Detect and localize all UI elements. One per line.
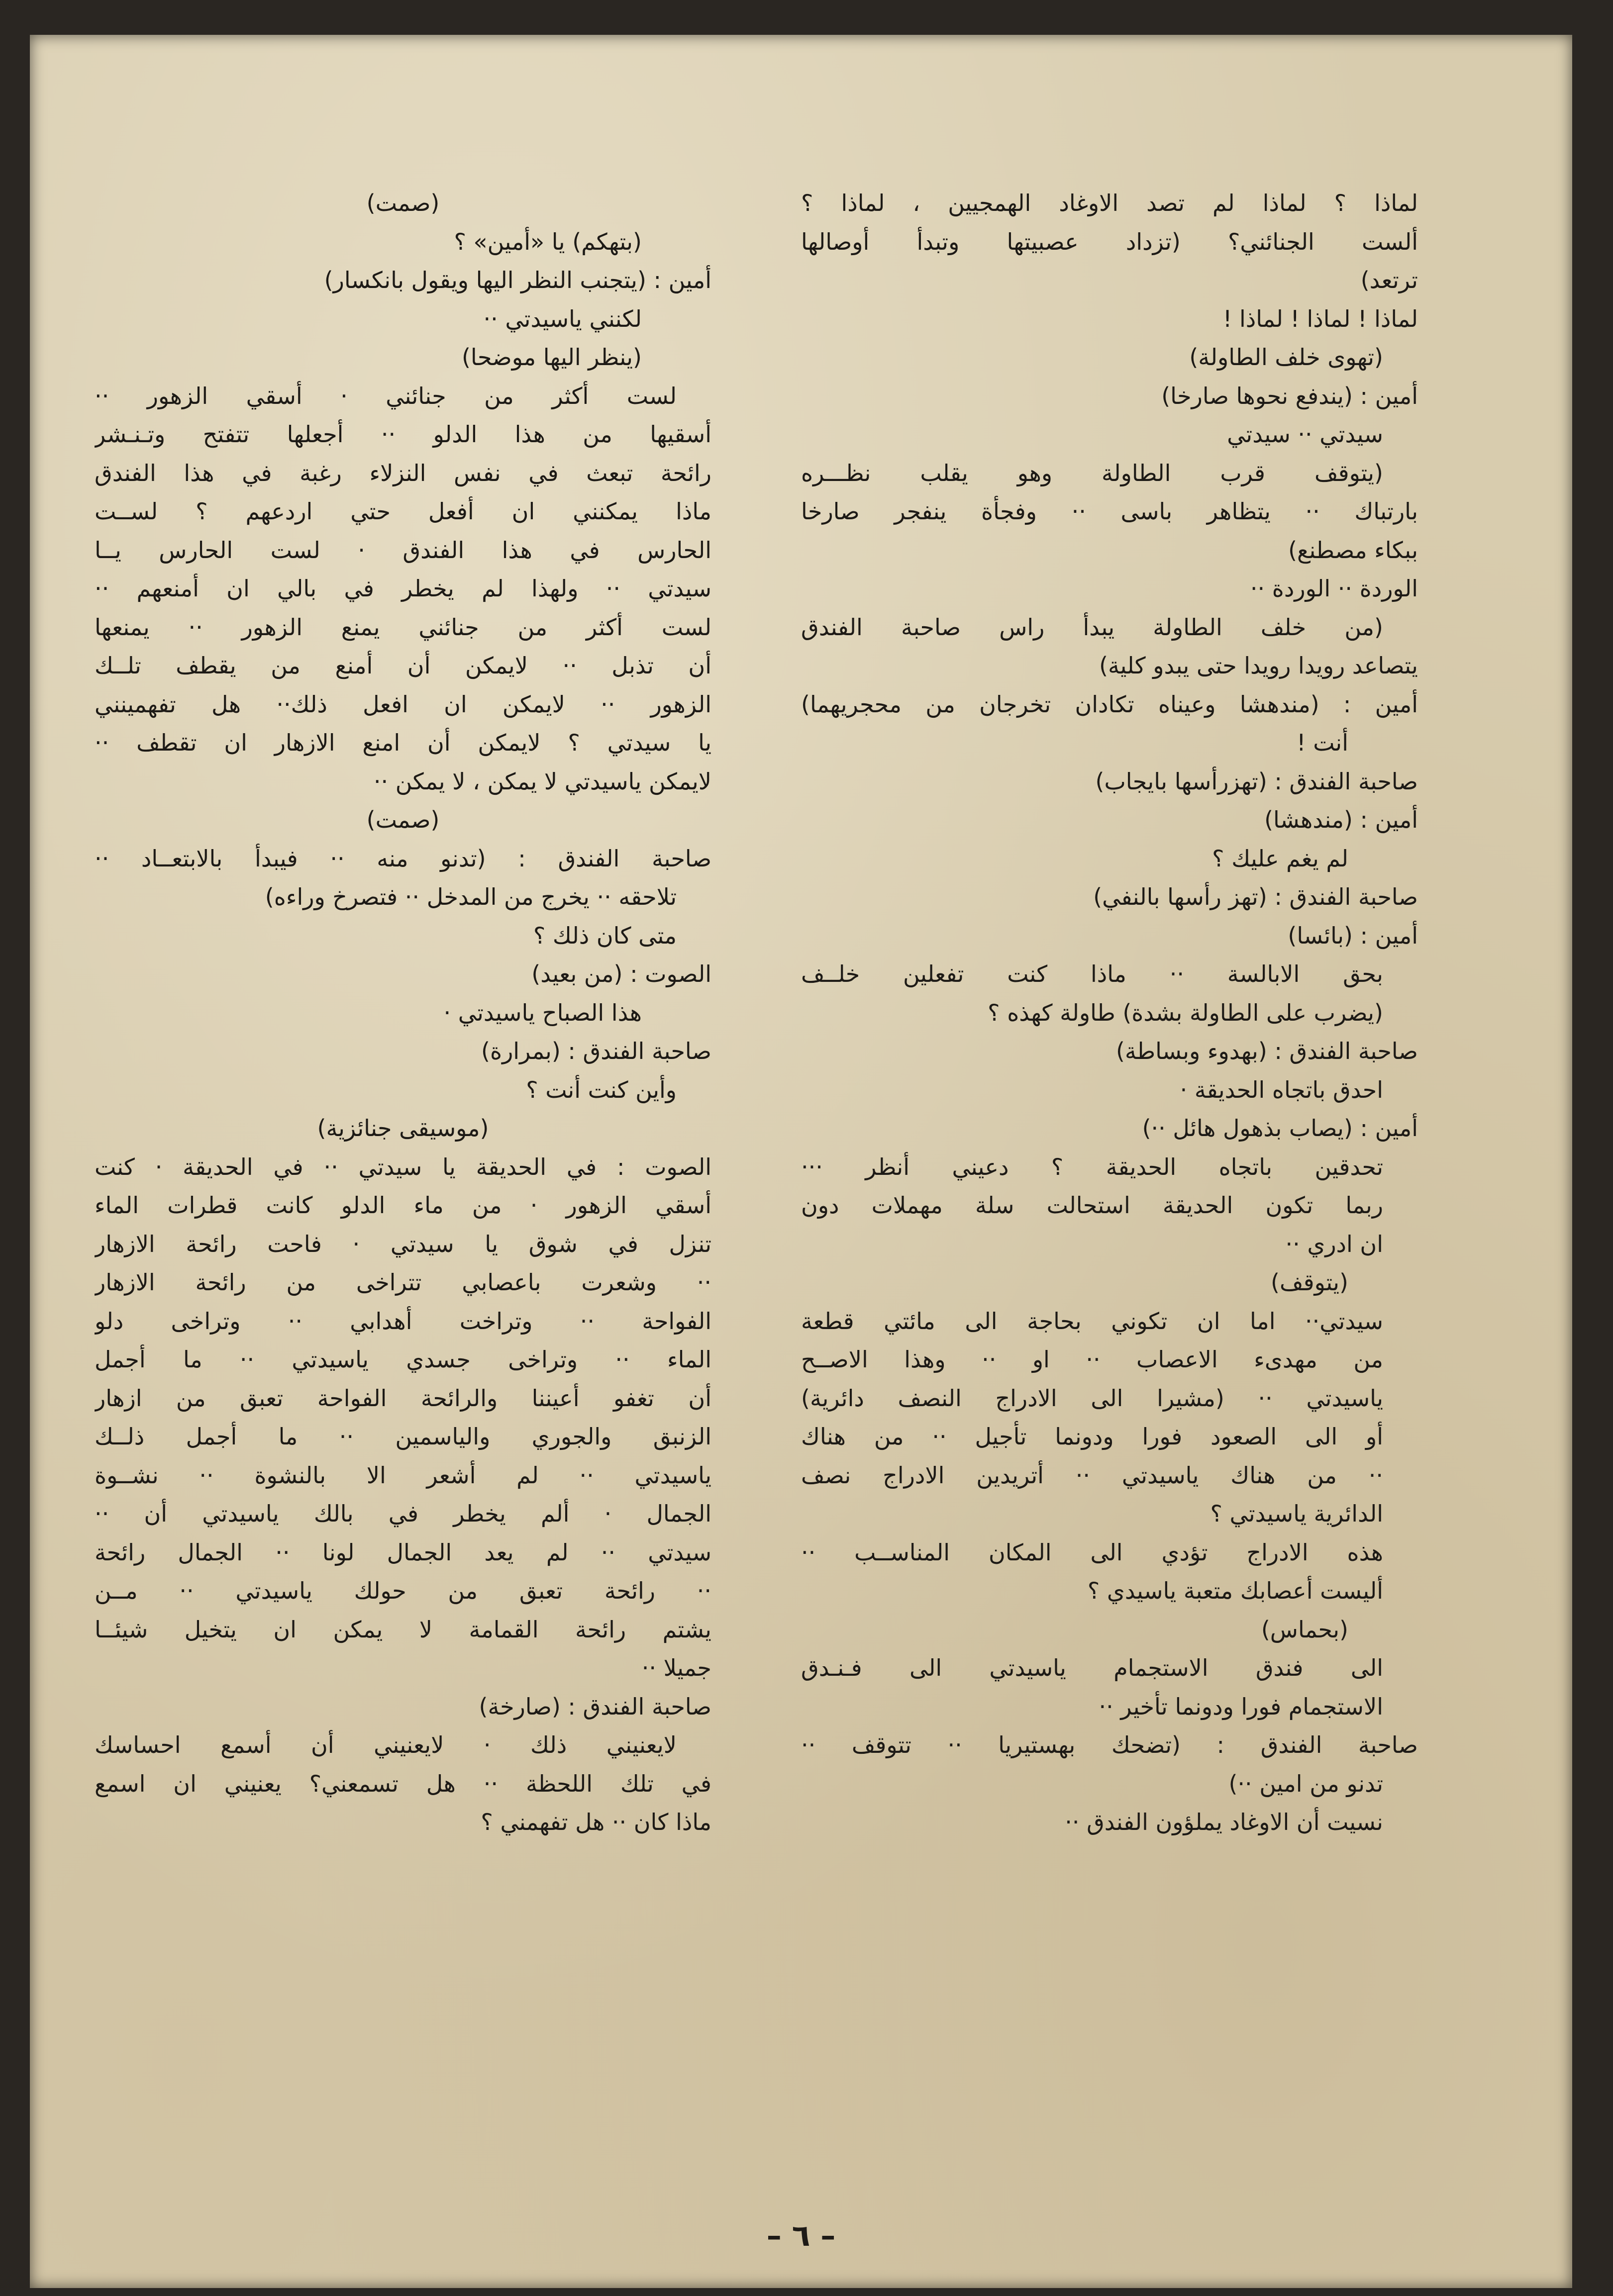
left-column-line: أن تغفو أعيننا والرائحة الفواحة تعبق من ازهار (95, 1384, 711, 1412)
right-column-line: أنت ! (1297, 729, 1348, 756)
right-column-line: هذه الادراج تؤدي الى المكان المناســب ·· (801, 1538, 1383, 1566)
right-column-line: لماذا ! لماذا ! لماذا ! (1222, 305, 1418, 332)
right-column-line: أليست أعصابك متعبة ياسيدي ؟ (1087, 1577, 1383, 1604)
right-column-line: لماذا ؟ لماذا لم تصد الاوغاد الهمجيين ، لماذا ؟ (801, 190, 1418, 216)
left-column-line: الزهور ·· لايمكن ان افعل ذلك·· هل تفهمينني (95, 690, 711, 718)
right-column-line: ببكاء مصطنع) (1288, 536, 1418, 564)
right-column-line: صاحبة الفندق : (تهزرأسها بايجاب) (1095, 767, 1418, 795)
right-column-line: (يتوقف قرب الطاولة وهو يقلب نظـــره (801, 459, 1383, 486)
left-column-line: سيدتي ·· لم يعد الجمال لونا ·· الجمال رائحة (95, 1538, 711, 1566)
right-column-line: لم يغم عليك ؟ (1212, 845, 1348, 872)
right-column-line: ياسيدتي ·· (مشيرا الى الادراج النصف دائرية) (801, 1384, 1383, 1412)
left-column-line: في تلك اللحظة ·· هل تسمعني؟ يعنيني ان اسمع (95, 1770, 711, 1797)
right-column-line: ان ادري ·· (1285, 1230, 1383, 1257)
left-column-line: أمين : (يتجنب النظر اليها ويقول بانكسار) (324, 267, 711, 293)
left-column-line: ·· رائحة تعبق من حولك ياسيدتي ·· مــن (95, 1577, 711, 1604)
left-column-line: أسقي الزهور · من ماء الدلو كانت قطرات الماء (95, 1192, 711, 1219)
right-column-line: صاحبة الفندق : (تهز رأسها بالنفي) (1093, 883, 1418, 910)
left-column-line: الجمال · ألم يخطر في بالك ياسيدتي أن ·· (95, 1500, 711, 1527)
left-column-line: أن تذبل ·· لايمكن أن أمنع من يقطف تلــك (95, 652, 711, 679)
left-column-line: صاحبة الفندق : (بمرارة) (481, 1038, 711, 1064)
left-column-line: لست أكثر من جنائني · أسقي الزهور ·· (95, 382, 677, 409)
left-column-line: جميلا ·· (641, 1654, 711, 1681)
right-column-line: أمين : (يصاب بذهول هائل ··) (1142, 1115, 1418, 1142)
right-column-line: ترتعد) (1360, 267, 1418, 293)
left-column (95, 184, 711, 1842)
left-column-line: يشتم رائحة القمامة لا يمكن ان يتخيل شيئــا (95, 1616, 711, 1643)
right-column-line: الاستجمام فورا ودونما تأخير ·· (1099, 1693, 1383, 1720)
page-number: – ٦ – (766, 2218, 836, 2253)
left-column-line: (موسيقى جنائزية) (317, 1115, 489, 1142)
right-column-line: (بحماس) (1261, 1616, 1348, 1643)
right-column-line: أمين : (مندهشا وعيناه تكادان تخرجان من محجريهما) (801, 690, 1418, 718)
right-column-line: أو الى الصعود فورا ودونما تأجيل ·· من هناك (801, 1423, 1383, 1450)
right-column-line: نسيت أن الاوغاد يملؤون الفندق ·· (1065, 1809, 1383, 1835)
left-column-line: تلاحقه ·· يخرج من المدخل ·· فتصرخ وراءه) (265, 883, 677, 910)
right-column-line: الدائرية ياسيدتي ؟ (1210, 1500, 1383, 1527)
left-column-line: (بتهكم) يا «أمين» ؟ (454, 228, 642, 255)
right-column-line: بحق الابالسة ·· ماذا كنت تفعلين خلــف (801, 960, 1383, 987)
left-column-line: ماذا يمكنني ان أفعل حتي اردعهم ؟ لســت (95, 498, 711, 525)
left-column-line: (صمت) (366, 190, 440, 216)
right-column-line: صاحبة الفندق : (بهدوء وبساطة) (1115, 1038, 1418, 1064)
left-column-line: الحارس في هذا الفندق · لست الحارس يــا (95, 536, 711, 564)
right-column-line: الوردة ·· الوردة ·· (1250, 575, 1418, 602)
right-column-line: أمين : (يندفع نحوها صارخا) (1161, 382, 1418, 409)
left-column-line: لايمكن ياسيدتي لا يمكن ، لا يمكن ·· (373, 767, 711, 795)
left-column-line: الفواحة ·· وتراخت أهدابي ·· وتراخى دلو (95, 1307, 711, 1335)
left-column-line: وأين كنت أنت ؟ (526, 1076, 677, 1103)
right-column-line: ألست الجنائني؟ (تزداد عصبيتها وتبدأ أوصالها (801, 228, 1418, 255)
left-column-line: ياسيدتي ·· لم أشعر الا بالنشوة ·· نشــوة (95, 1461, 711, 1489)
right-column-line: أمين : (بائسا) (1288, 922, 1418, 949)
right-column-line: احدق باتجاه الحديقة · (1180, 1076, 1383, 1103)
left-column-line: متى كان ذلك ؟ (533, 922, 677, 949)
left-column-line: تنزل في شوق يا سيدتي · فاحت رائحة الازهار (95, 1230, 711, 1257)
left-column-line: لكنني ياسيدتي ·· (483, 305, 642, 332)
right-column-line: سيدتي ·· سيدتي (1227, 421, 1383, 448)
left-column-line: (ينظر اليها موضحا) (461, 344, 642, 371)
left-column-line: لست أكثر من جنائني يمنع الزهور ·· يمنعها (95, 613, 711, 641)
left-column-line: لايعنيني ذلك · لايعنيني أن أسمع احساسك (95, 1731, 677, 1758)
left-column-line: الماء ·· وتراخى جسدي ياسيدتي ·· ما أجمل (95, 1346, 711, 1373)
left-column-line: ماذا كان ·· هل تفهمني ؟ (481, 1809, 711, 1835)
right-column-line: سيدتي·· اما ان تكوني بحاجة الى مائتي قطعة (801, 1307, 1383, 1335)
left-column-line: الصوت : في الحديقة يا سيدتي ·· في الحديقة · كنت (95, 1153, 711, 1180)
left-column-line: صاحبة الفندق : (تدنو منه ·· فيبدأ بالابتعــاد ·· (95, 845, 711, 872)
left-column-line: يا سيدتي ؟ لايمكن أن امنع الازهار ان تقطف ·· (95, 729, 711, 756)
right-column-line: بارتباك ·· يتظاهر باسى ·· وفجأة ينفجر صارخا (801, 498, 1418, 525)
right-column-line: من مهدىء الاعصاب ·· او ·· وهذا الاصــح (801, 1346, 1383, 1373)
right-column-line: ربما تكون الحديقة استحالت سلة مهملات دون (801, 1192, 1383, 1219)
left-column-line: هذا الصباح ياسيدتي · (443, 999, 642, 1026)
left-column-line: الصوت : (من بعيد) (531, 960, 711, 987)
right-column-line: يتصاعد رويدا رويدا حتى يبدو كلية) (1099, 652, 1418, 679)
right-column-line: (يتوقف) (1271, 1269, 1348, 1296)
right-column-line: الى فندق الاستجمام ياسيدتي الى فـنـدق (801, 1654, 1383, 1681)
left-column-line: أسقيها من هذا الدلو ·· أجعلها تتفتح وتـنـشر (95, 421, 711, 448)
right-column (801, 184, 1418, 1842)
left-column-line: الزنبق والجوري والياسمين ·· ما أجمل ذلــك (95, 1423, 711, 1450)
right-column-line: صاحبة الفندق : (تضحك بهستيريا ·· تتوقف ·· (801, 1731, 1418, 1758)
left-column-line: صاحبة الفندق : (صارخة) (479, 1693, 711, 1720)
right-column-line: (يضرب على الطاولة بشدة) طاولة كهذه ؟ (988, 999, 1383, 1026)
right-column-line: (من خلف الطاولة يبدأ راس صاحبة الفندق (801, 613, 1383, 641)
document-page (30, 35, 1572, 2288)
right-column-line: تدنو من امين ··) (1228, 1770, 1383, 1797)
left-column-line: ·· وشعرت باعصابي تتراخى من رائحة الازهار (95, 1269, 711, 1296)
left-column-line: رائحة تبعث في نفس النزلاء رغبة في هذا الفندق (95, 459, 711, 486)
right-column-line: تحدقين باتجاه الحديقة ؟ دعيني أنظر ··· (801, 1153, 1383, 1180)
left-column-line: سيدتي ·· ولهذا لم يخطر في بالي ان أمنعهم ·· (95, 575, 711, 602)
right-column-line: (تهوى خلف الطاولة) (1189, 344, 1383, 371)
right-column-line: أمين : (مندهشا) (1264, 806, 1418, 833)
right-column-line: ·· من هناك ياسيدتي ·· أتريدين الادراج نصف (801, 1461, 1383, 1489)
left-column-line: (صمت) (366, 806, 440, 833)
